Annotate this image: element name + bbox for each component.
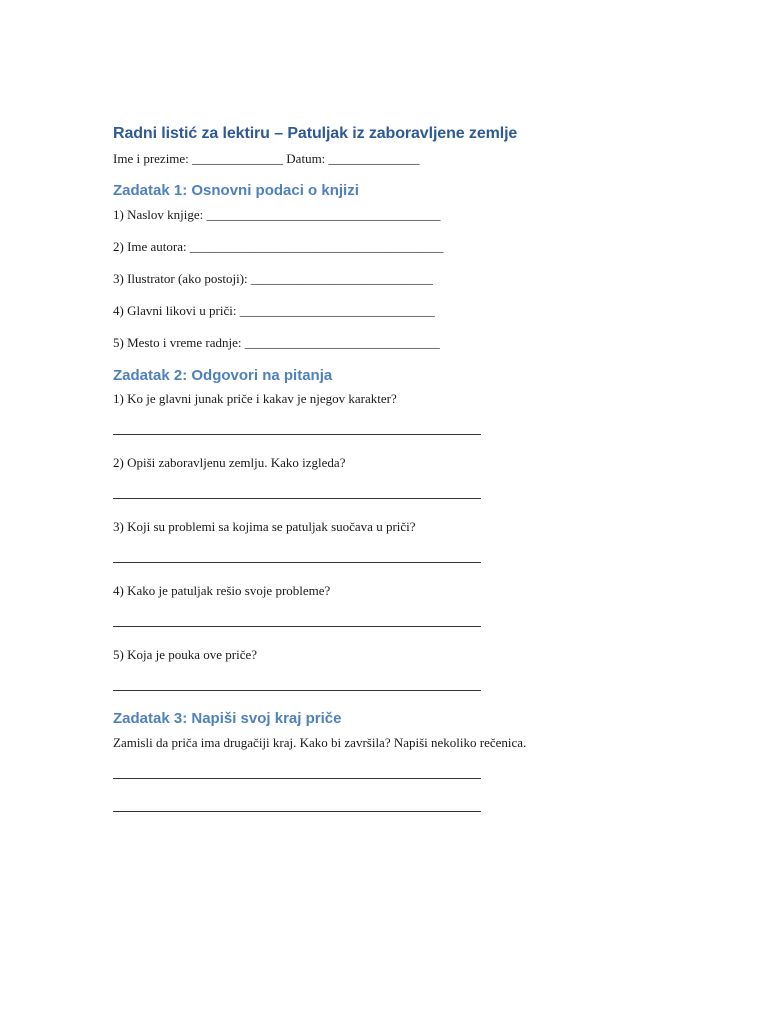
task2-question: 2) Opiši zaboravljenu zemlju. Kako izgleda? [113, 455, 346, 470]
answer-line[interactable] [113, 434, 481, 435]
answer-line[interactable] [113, 626, 481, 627]
task1-item: 1) Naslov knjige: ____________________________________ [113, 207, 441, 222]
answer-line[interactable] [113, 811, 481, 812]
task2-heading: Zadatak 2: Odgovori na pitanja [113, 367, 333, 384]
answer-line[interactable] [113, 498, 481, 499]
task3-instruction: Zamisli da priča ima drugačiji kraj. Kako bi završila? Napiši nekoliko rečenica. [113, 735, 527, 750]
task2-question: 5) Koja je pouka ove priče? [113, 647, 258, 662]
task1-item: 2) Ime autora: _______________________________________ [113, 239, 444, 254]
answer-line[interactable] [113, 778, 481, 779]
task1-heading: Zadatak 1: Osnovni podaci o knjizi [113, 182, 359, 199]
task2-question: 1) Ko je glavni junak priče i kakav je njegov karakter? [113, 391, 397, 406]
task2-question: 4) Kako je patuljak rešio svoje probleme? [113, 583, 331, 598]
answer-line[interactable] [113, 690, 481, 691]
worksheet-title: Radni listić za lektiru – Patuljak iz zaboravljene zemlje [113, 125, 518, 142]
name-date-line: Ime i prezime: ______________ Datum: ______________ [113, 151, 420, 166]
task1-item: 4) Glavni likovi u priči: ______________________________ [113, 303, 435, 318]
task1-item: 3) Ilustrator (ako postoji): ____________________________ [113, 271, 433, 286]
answer-line[interactable] [113, 562, 481, 563]
task2-question: 3) Koji su problemi sa kojima se patuljak suočava u priči? [113, 519, 416, 534]
task3-heading: Zadatak 3: Napiši svoj kraj priče [113, 710, 342, 727]
task1-item: 5) Mesto i vreme radnje: ______________________________ [113, 335, 440, 350]
